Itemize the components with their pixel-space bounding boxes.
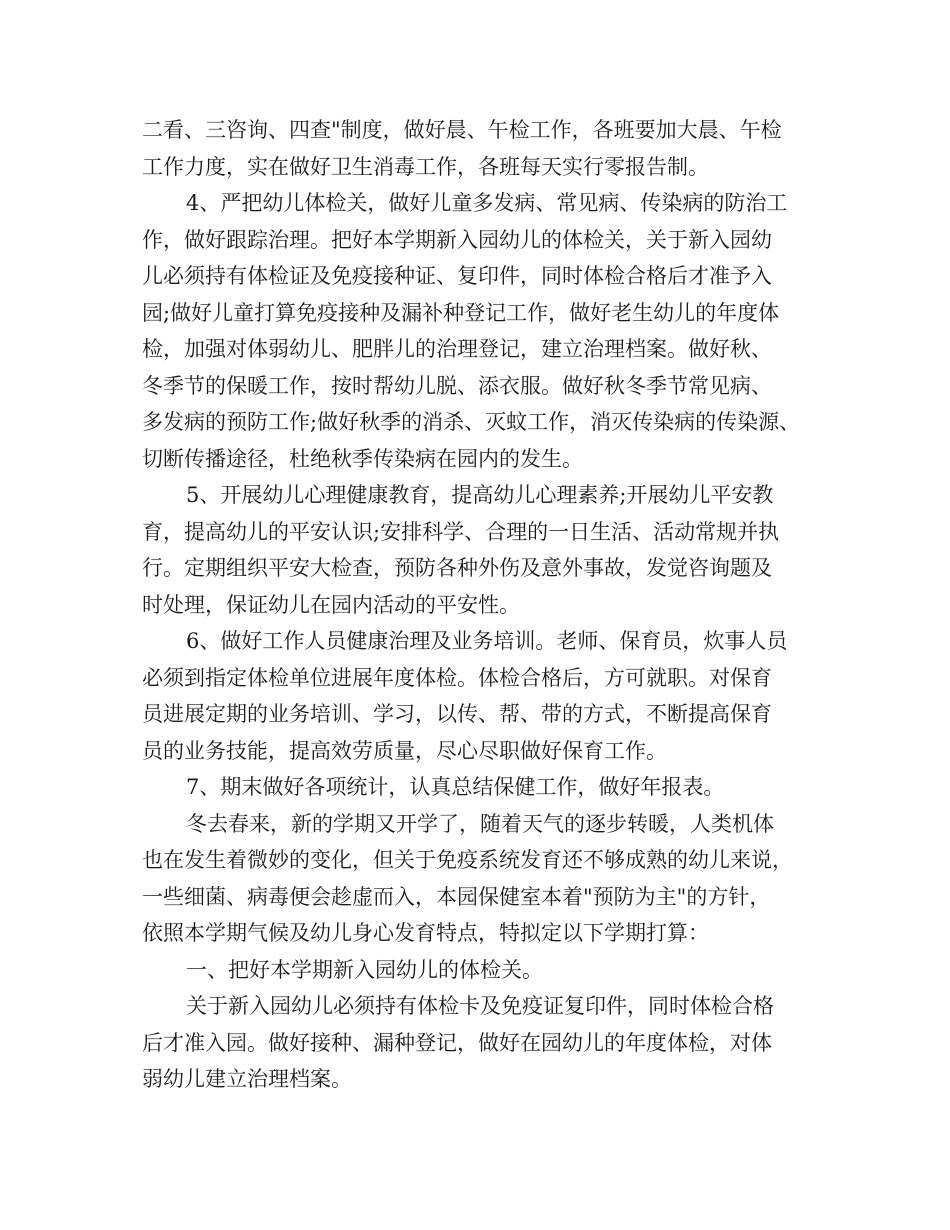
text-line: 检，加强对体弱幼儿、肥胖儿的治理登记，建立治理档案。做好秋、 (142, 337, 772, 361)
text-line: 儿必须持有体检证及免疫接种证、复印件，同时体检合格后才准予入 (142, 264, 772, 288)
text-line: 园;做好儿童打算免疫接种及漏补种登记工作，做好老生幼儿的年度体 (142, 301, 780, 325)
text-line: 工作力度，实在做好卫生消毒工作，各班每天实行零报告制。 (142, 155, 709, 179)
text-line: 切断传播途径，杜绝秋季传染病在园内的发生。 (142, 447, 583, 471)
text-line: 必须到指定体检单位进展年度体检。体检合格后，方可就职。对保育 (142, 666, 772, 690)
text-line: 时处理，保证幼儿在园内活动的平安性。 (142, 593, 520, 617)
text-line: 后才准入园。做好接种、漏种登记，做好在园幼儿的年度体检，对体 (142, 1031, 772, 1055)
text-line: 行。定期组织平安大检查，预防各种外伤及意外事故，发觉咨询题及 (142, 556, 772, 580)
text-line: 一、把好本学期新入园幼儿的体检关。 (186, 958, 543, 982)
text-line: 员进展定期的业务培训、学习，以传、帮、带的方式，不断提高保育 (142, 702, 772, 726)
text-line: 多发病的预防工作;做好秋季的消杀、灭蚊工作，消灭传染病的传染源、 (142, 410, 801, 434)
text-line: 也在发生着微妙的变化，但关于免疫系统发育还不够成熟的幼儿来说， (142, 848, 793, 872)
text-line: 依照本学期气候及幼儿身心发育特点，特拟定以下学期打算： (142, 921, 709, 945)
text-line: 作，做好跟踪治理。把好本学期新入园幼儿的体检关，关于新入园幼 (142, 228, 772, 252)
text-line: 关于新入园幼儿必须持有体检卡及免疫证复印件，同时体检合格 (186, 994, 774, 1018)
text-line: 员的业务技能，提高效劳质量，尽心尽职做好保育工作。 (142, 739, 667, 763)
text-line: 4、严把幼儿体检关，做好儿童多发病、常见病、传染病的防治工 (186, 191, 788, 215)
text-line: 一些细菌、病毒便会趁虚而入，本园保健室本着"预防为主"的方针， (142, 885, 771, 909)
text-line: 弱幼儿建立治理档案。 (142, 1067, 352, 1091)
text-line: 6、做好工作人员健康治理及业务培训。老师、保育员，炊事人员 (186, 629, 788, 653)
text-line: 二看、三咨询、四查"制度，做好晨、午检工作，各班要加大晨、午检 (142, 118, 782, 142)
text-line: 5、开展幼儿心理健康教育，提高幼儿心理素养;开展幼儿平安教 (186, 483, 774, 507)
text-line: 育，提高幼儿的平安认识;安排科学、合理的一日生活、活动常规并执 (142, 520, 780, 544)
text-line: 7、期末做好各项统计，认真总结保健工作，做好年报表。 (186, 775, 725, 799)
text-line: 冬去春来，新的学期又开学了，随着天气的逐步转暖，人类机体 (186, 812, 774, 836)
text-line: 冬季节的保暖工作，按时帮幼儿脱、添衣服。做好秋冬季节常见病、 (142, 374, 772, 398)
